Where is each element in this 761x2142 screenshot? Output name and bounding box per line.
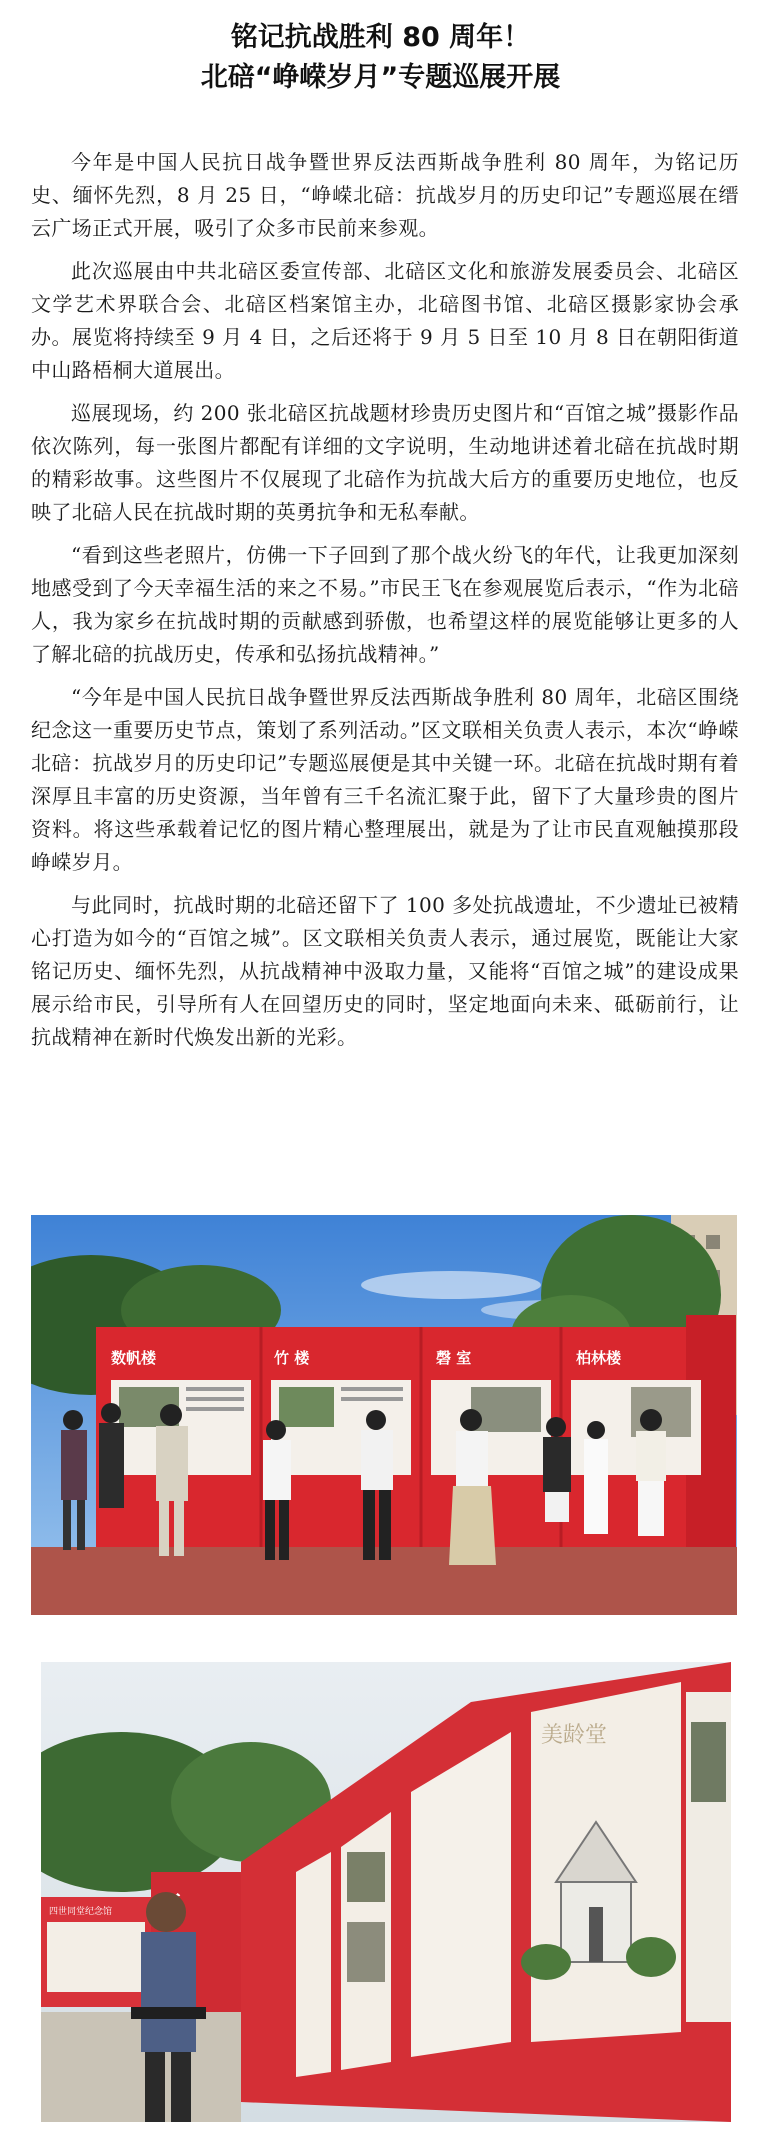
exhibition-photo-1 [31, 1215, 737, 1615]
board-label-zhulou: 竹 楼 [274, 1349, 310, 1367]
article-title-line1: 铭记抗战胜利 80 周年！ [230, 22, 531, 53]
board-label-meilingtang: 美龄堂 [541, 1723, 608, 1748]
board-label-shufan: 数帆楼 [111, 1349, 157, 1367]
paragraph-6: 与此同时，抗战时期的北碚还留下了 100 多处抗战遗址，不少遗址已被精心打造为如今的“百馆之城”。区文联相关负责人表示，通过展览，既能让大家铭记历史、缅怀先烈，从抗战精神中汲取力量，又能将“百馆之城”的建设成果展示给市民，引导所有人在回望历史的同时，坚定地面向未来、砥砺前行，让抗战精神在新时代焕发出新的光彩。 [31, 893, 739, 1049]
paragraph-3: 巡展现场，约 200 张北碚区抗战题材珍贵历史图片和“百馆之城”摄影作品依次陈列，每一张图片都配有详细的文字说明，生动地讲述着北碚在抗战时期的精彩故事。这些图片不仅展现了北碚作为抗战大后方的重要历史地位，也反映了北碚人民在抗战时期的英勇抗争和无私奉献。 [31, 401, 739, 524]
paragraph-2: 此次巡展由中共北碚区委宣传部、北碚区文化和旅游发展委员会、北碚区文学艺术界联合会、北碚区档案馆主办，北碚图书馆、北碚区摄影家协会承办。展览将持续至 9 月 4 日，之后还将于 9 月 5 日至 10 月 8 日在朝阳街道中山路梧桐大道展出。 [31, 259, 739, 382]
distant-board-label: 四世同堂纪念馆 [49, 1907, 113, 1917]
exhibition-photo-2 [41, 1662, 731, 2122]
article-body [31, 146, 739, 1064]
visitor-head [146, 1892, 186, 1932]
board-label-bailinlou: 柏林楼 [576, 1349, 622, 1367]
paragraph-1: 今年是中国人民抗日战争暨世界反法西斯战争胜利 80 周年，为铭记历史、缅怀先烈，8 月 25 日，“峥嵘北碚：抗战岁月的历史印记”专题巡展在缙云广场正式开展，吸引了众多市民前来参观。 [31, 150, 739, 240]
paragraph-5: “今年是中国人民抗日战争暨世界反法西斯战争胜利 80 周年，北碚区围绕纪念这一重要历史节点，策划了系列活动。”区文联相关负责人表示，本次“峥嵘北碚：抗战岁月的历史印记”专题巡展便是其中关键一环。北碚在抗战时期有着深厚且丰富的历史资源，当年曾有三千名流汇聚于此，留下了大量珍贵的图片资料。将这些承载着记忆的图片精心整理展出，就是为了让市民直观触摸那段峥嵘岁月。 [31, 685, 739, 874]
article-title-line2: 北碚“峥嵘岁月”专题巡展开展 [200, 62, 561, 93]
visitor-body [141, 1932, 196, 2052]
paragraph-4: “看到这些老照片，仿佛一下子回到了那个战火纷飞的年代，让我更加深刻地感受到了今天幸福生活的来之不易。”市民王飞在参观展览后表示，“作为北碚人，我为家乡在抗战时期的贡献感到骄傲，也希望这样的展览能够让更多的人了解北碚的抗战历史，传承和弘扬抗战精神。” [31, 543, 739, 666]
board-label-qingshi: 磬 室 [436, 1349, 472, 1367]
